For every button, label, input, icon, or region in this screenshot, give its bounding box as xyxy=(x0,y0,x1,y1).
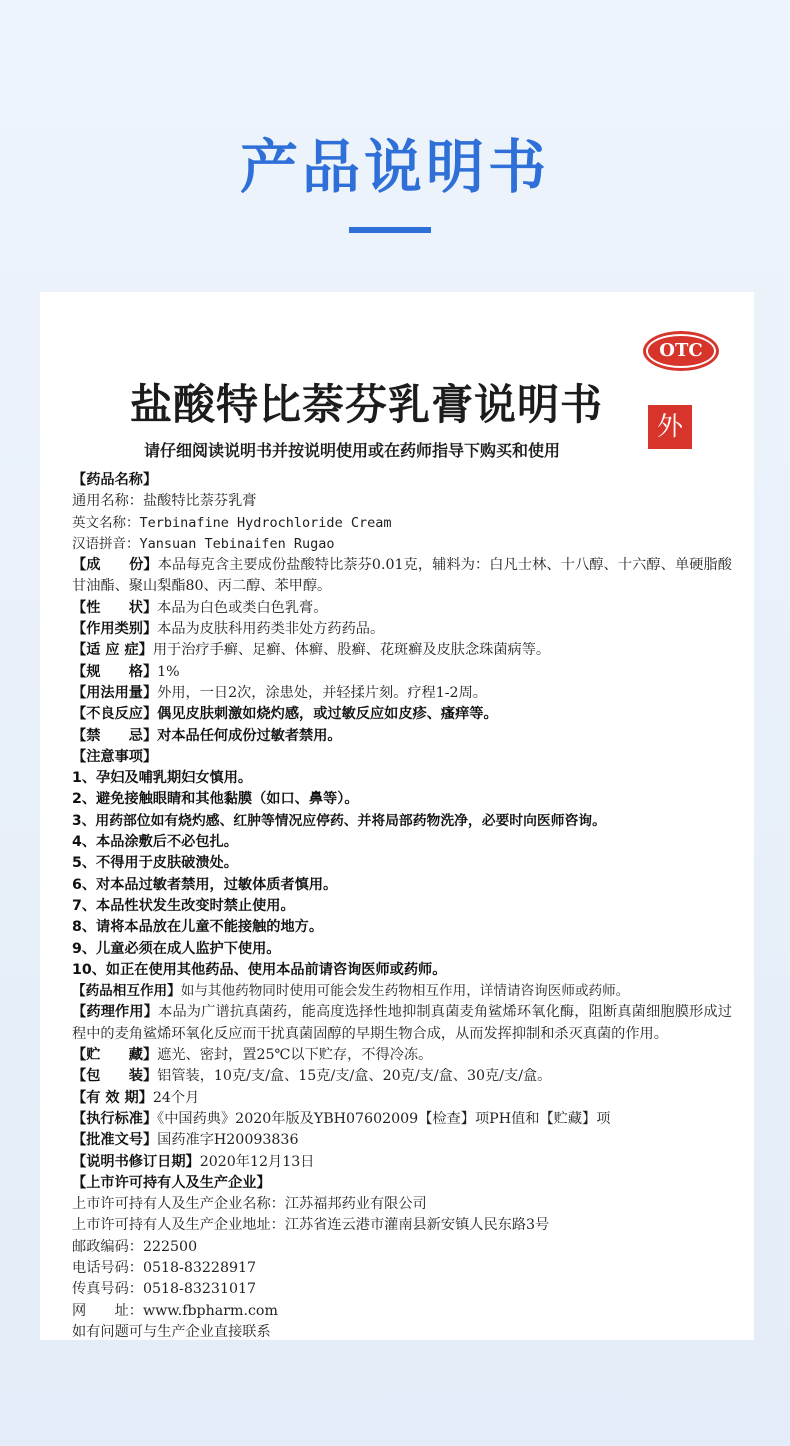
drug-name-header: 【药品名称】 xyxy=(72,472,158,488)
precaution-item: 4、本品涂敷后不必包扎。 xyxy=(72,834,238,851)
spec-text: 1% xyxy=(157,663,180,680)
action-category-label: 【作用类别】 xyxy=(72,621,158,638)
pinyin-name: 汉语拼音：Yansuan Tebinaifen Rugao xyxy=(72,535,335,552)
header-underline xyxy=(349,227,431,233)
precaution-item: 5、不得用于皮肤破溃处。 xyxy=(72,855,238,872)
appearance-label: 【性 状】 xyxy=(72,599,158,616)
package-label: 【包 装】 xyxy=(72,1068,158,1085)
postal-code: 邮政编码：222500 xyxy=(72,1238,198,1255)
approval-section xyxy=(72,1130,732,1151)
instruction-body xyxy=(72,470,732,1343)
adverse-text: 偶见皮肤刺激如烧灼感，或过敏反应如皮疹、瘙痒等。 xyxy=(157,706,498,723)
package-text: 铝管装，10克/支/盒、15克/支/盒、20克/支/盒、30克/支/盒。 xyxy=(157,1068,552,1085)
document-title: 盐酸特比萘芬乳膏说明书 xyxy=(130,380,604,429)
standard-label: 【执行标准】 xyxy=(72,1110,158,1127)
fax-number: 传真号码：0518-83231017 xyxy=(72,1281,257,1298)
contraindications-label: 【禁 忌】 xyxy=(72,727,158,744)
indications-section xyxy=(72,640,732,661)
storage-label: 【贮 藏】 xyxy=(72,1047,158,1064)
dosage-section xyxy=(72,683,732,704)
spec-section xyxy=(72,662,732,683)
approval-label: 【批准文号】 xyxy=(72,1132,158,1149)
adverse-section xyxy=(72,704,732,725)
interaction-text: 如与其他药物同时使用可能会发生药物相互作用，详情请咨询医师或药师。 xyxy=(180,983,630,1000)
indications-text: 用于治疗手癣、足癣、体癣、股癣、花斑癣及皮肤念珠菌病等。 xyxy=(152,642,551,659)
composition-section xyxy=(72,555,732,598)
precaution-item: 9、儿童必须在成人监护下使用。 xyxy=(72,940,281,957)
holder-header: 【上市许可持有人及生产企业】 xyxy=(72,1174,271,1191)
pharmacology-text: 本品为广谱抗真菌药，能高度选择性地抑制真菌麦角鲨烯环氧化酶，阻断真菌细胞膜形成过程中的麦角鲨烯环氧化反应而干扰真菌固醇的早期生物合成，从而发挥抑制和杀灭真菌的作用。 xyxy=(72,1004,732,1042)
validity-section xyxy=(72,1088,732,1109)
revision-text: 2020年12月13日 xyxy=(199,1153,315,1170)
precaution-item: 3、用药部位如有烧灼感、红肿等情况应停药、并将局部药物洗净，必要时向医师咨询。 xyxy=(72,812,606,829)
interaction-section xyxy=(72,981,732,1002)
phone-number: 电话号码：0518-83228917 xyxy=(72,1259,257,1276)
spec-label: 【规 格】 xyxy=(72,663,158,680)
approval-text: 国药准字H20093836 xyxy=(157,1132,299,1149)
precaution-item: 6、对本品过敏者禁用，过敏体质者慎用。 xyxy=(72,876,338,893)
generic-name: 通用名称：盐酸特比萘芬乳膏 xyxy=(72,493,257,510)
appearance-text: 本品为白色或类白色乳膏。 xyxy=(157,599,328,616)
validity-text: 24个月 xyxy=(152,1089,200,1106)
standard-section xyxy=(72,1109,732,1130)
holder-address: 上市许可持有人及生产企业地址：江苏省连云港市灌南县新安镇人民东路3号 xyxy=(72,1217,550,1234)
action-category-text: 本品为皮肤科用药类非处方药药品。 xyxy=(157,621,385,638)
indications-label: 【适 应 症】 xyxy=(72,642,153,659)
appearance-section xyxy=(72,598,732,619)
pharmacology-label: 【药理作用】 xyxy=(72,1004,159,1021)
precaution-item: 7、本品性状发生改变时禁止使用。 xyxy=(72,897,295,914)
precaution-item: 2、避免接触眼睛和其他黏膜（如口、鼻等）。 xyxy=(72,791,359,808)
holder-name: 上市许可持有人及生产企业名称：江苏福邦药业有限公司 xyxy=(72,1196,427,1213)
revision-label: 【说明书修订日期】 xyxy=(72,1153,200,1170)
contraindications-text: 对本品任何成份过敏者禁用。 xyxy=(157,727,342,744)
storage-section xyxy=(72,1045,732,1066)
pharmacology-section xyxy=(72,1002,732,1045)
validity-label: 【有 效 期】 xyxy=(72,1089,153,1106)
action-category-section xyxy=(72,619,732,640)
composition-label: 【成 份】 xyxy=(72,557,158,574)
precaution-item: 10、如正在使用其他药品、使用本品前请咨询医师或药师。 xyxy=(72,961,447,978)
storage-text: 遮光、密封，置25℃以下贮存，不得冷冻。 xyxy=(157,1047,433,1064)
english-name: 英文名称：Terbinafine Hydrochloride Cream xyxy=(72,514,392,531)
standard-text: 《中国药典》2020年版及YBH07602009【检查】项PH值和【贮藏】项 xyxy=(157,1110,611,1127)
dosage-label: 【用法用量】 xyxy=(72,684,158,701)
contraindications-section xyxy=(72,726,732,747)
external-use-badge: 外 xyxy=(648,405,692,449)
precaution-item: 8、请将本品放在儿童不能接触的地方。 xyxy=(72,919,324,936)
revision-section xyxy=(72,1152,732,1173)
document-subtitle: 请仔细阅读说明书并按说明使用或在药师指导下购买和使用 xyxy=(144,441,561,460)
otc-badge: OTC xyxy=(646,334,716,368)
instruction-sheet xyxy=(40,292,754,1340)
website: 网 址：www.fbpharm.com xyxy=(72,1302,278,1319)
dosage-text: 外用，一日2次，涂患处，并轻揉片刻。疗程1-2周。 xyxy=(157,684,487,701)
interaction-label: 【药品相互作用】 xyxy=(72,983,181,1000)
contact-note: 如有问题可与生产企业直接联系 xyxy=(72,1323,271,1340)
composition-text: 本品每克含主要成份盐酸特比萘芬0.01克，辅料为：白凡士林、十八醇、十六醇、单硬脂酸甘油酯、聚山梨酯80、丙二醇、苯甲醇。 xyxy=(72,557,732,595)
precautions-header: 【注意事项】 xyxy=(72,748,158,765)
page-header-title: 产品说明书 xyxy=(239,133,550,201)
package-section xyxy=(72,1066,732,1087)
precaution-item: 1、孕妇及哺乳期妇女慎用。 xyxy=(72,770,253,787)
adverse-label: 【不良反应】 xyxy=(72,706,158,723)
